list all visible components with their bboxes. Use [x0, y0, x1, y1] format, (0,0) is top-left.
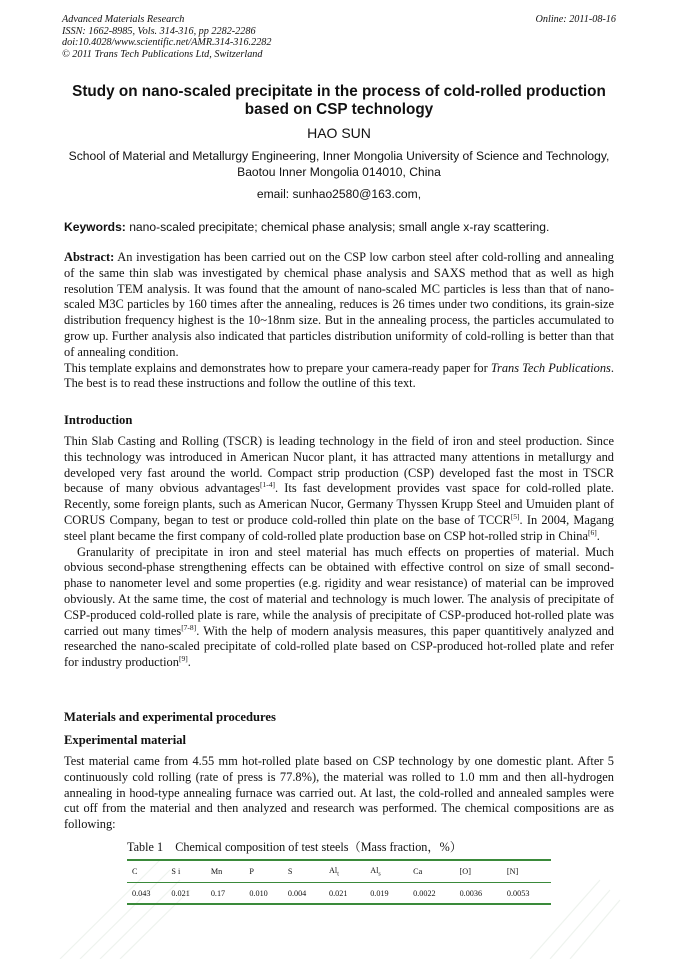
template-note-em: Trans Tech Publications	[490, 360, 611, 375]
table-cell: 0.17	[210, 888, 226, 898]
experimental-material-heading: Experimental material	[64, 733, 187, 747]
doi-line: doi:10.4028/www.scientific.net/AMR.314-316.2282	[62, 37, 272, 48]
table-cell: 0.0022	[413, 888, 436, 898]
table-header-cell: Ca	[413, 867, 423, 876]
table-caption: Table 1 Chemical composition of test steels（Mass fraction，%）	[127, 840, 462, 854]
table-header-cell: [N]	[506, 867, 519, 876]
table-cell: 0.0053	[506, 888, 530, 898]
keywords-text: nano-scaled precipitate; chemical phase analysis; small angle x-ray scattering.	[125, 220, 550, 234]
table-header-cell: [O]	[459, 867, 471, 876]
table-header-cell: P	[249, 867, 254, 876]
online-date: Online: 2011-08-16	[535, 14, 616, 25]
abstract-block	[64, 250, 614, 392]
abstract-text: An investigation has been carried out on the CSP low carbon steel after cold-rolling and annealing of the same thin slab was investigated by chemical phase analysis and SAXS method that as well as high resolution TEM analysis. It was found that the amount of nano-scaled MC particles is less than that of nano-scaled M3C particles by 160 times after the annealing, reduces is 26 times under two conditions, its grain-size distribution frequency highest is the 10~18nm size. But in the annealing process, the particles accumulated to grow up. Further analysis also indicated that particles distribution uniformity of cold-rolling is better than that of annealing condition.	[64, 250, 614, 359]
table-cell: 0.043	[132, 888, 151, 898]
table-header-cell: $Al_t$	[329, 865, 339, 878]
keywords-line	[64, 220, 616, 234]
materials-paragraph: Test material came from 4.55 mm hot-rolled plate based on CSP technology by one domestic plant. After 5 continuously cold rolling (rate of press is 77.8%), the material was rolled to 1.0 mm and then all-hydrogen annealing in hood-type annealing furnace was carried out. At last, the cold-rolled and annealed samples were cut off from the material and then analyzed and research was performed. The chemical compositions are as following:	[64, 754, 614, 832]
table-header-cell: Mn	[210, 867, 223, 876]
affiliation: School of Material and Metallurgy Engineering, Inner Mongolia University of Science and Technology, Baotou Inner Mongolia 014010, China	[68, 149, 610, 179]
table-header-cell: S i	[171, 867, 181, 876]
header-subscript: s	[378, 871, 381, 878]
citation: [5]	[510, 511, 520, 521]
citation: [1-4]	[260, 480, 276, 490]
table-cell: 0.0036	[459, 888, 483, 898]
journal-header	[62, 14, 271, 60]
table-header-cell: $Al_s$	[370, 865, 381, 878]
materials-heading: Materials and experimental procedures	[64, 710, 276, 724]
table-cell: 0.010	[249, 888, 268, 898]
copyright-line: © 2011 Trans Tech Publications Ltd, Switzerland	[62, 48, 263, 60]
citation: [9]	[178, 654, 188, 664]
template-note-b: . The best is to read these instructions and follow the outline of this text.	[64, 360, 614, 391]
table-cell: 0.021	[171, 888, 190, 898]
table-header-row	[127, 861, 551, 883]
template-note-a: This template explains and demonstrates how to prepare your camera-ready paper for	[64, 360, 491, 375]
introduction-heading: Introduction	[64, 413, 133, 427]
introduction-body	[64, 434, 614, 671]
table-cell: 0.019	[370, 888, 389, 898]
intro-paragraph-2: Granularity of precipitate in iron and steel material has much effects on properties of material. Much obvious second-phase strengthening effects can be obtained with effective control on size of small second-phase to nanometer level and some properties (e.g. rigidity and wear resistance) of material can be improved obviously. At the same time, the cost of material and technology is much lower. The analysis of precipitate of CSP-produced cold-rolled plate is rare, while the analysis of precipitate of CSP-produced hot-rolled plate was carried out many times[7-8]. With the help of modern analysis measures, this paper quantitively analyzed and researched the nano-scaled precipitate of cold-rolled plate based on CSP-produced hot-rolled plate and refer for industry production[9].	[64, 544, 614, 670]
table-header-cell: S	[287, 867, 293, 876]
journal-name: Advanced Materials Research	[62, 14, 185, 25]
header-subscript: t	[337, 871, 339, 878]
citation: [6]	[587, 527, 597, 537]
intro-paragraph-1: Thin Slab Casting and Rolling (TSCR) is leading technology in the field of iron and steel production. Since this technology was introduced in American Nucor plant, it has attracted many attentions in metallurgy and developed very fast around the world. Compact strip production (CSP) developed fast the most in TSCR because of many obvious advantages[1-4]. Its fast development provides vast space for cold-rolled plate. Recently, some foreign plants, such as American Nucor, Germany Thyssen Krupp Steel and Umuiden plant of CORUS Company, began to test or produce cold-rolled thin plate on the base of TCCR[5]. In 2004, Magang steel plant became the first company of cold-rolled plate production base on CSP hot-rolled strip in China[6].	[64, 434, 614, 543]
composition-table	[127, 859, 551, 905]
table-cell: 0.021	[329, 888, 348, 898]
keywords-label: Keywords:	[64, 220, 126, 234]
email-line: email: sunhao2580@163.com,	[256, 187, 422, 201]
table-header-cell: C	[132, 867, 138, 876]
abstract-label: Abstract:	[64, 250, 115, 264]
paper-title: Study on nano-scaled precipitate in the process of cold-rolled production based on CSP technology	[72, 83, 606, 118]
table-row	[127, 883, 551, 903]
author-name: HAO SUN	[307, 125, 371, 141]
issn-line: ISSN: 1662-8985, Vols. 314-316, pp 2282-2286	[62, 25, 256, 37]
citation: [7-8]	[181, 622, 197, 632]
table-cell: 0.004	[287, 888, 307, 898]
